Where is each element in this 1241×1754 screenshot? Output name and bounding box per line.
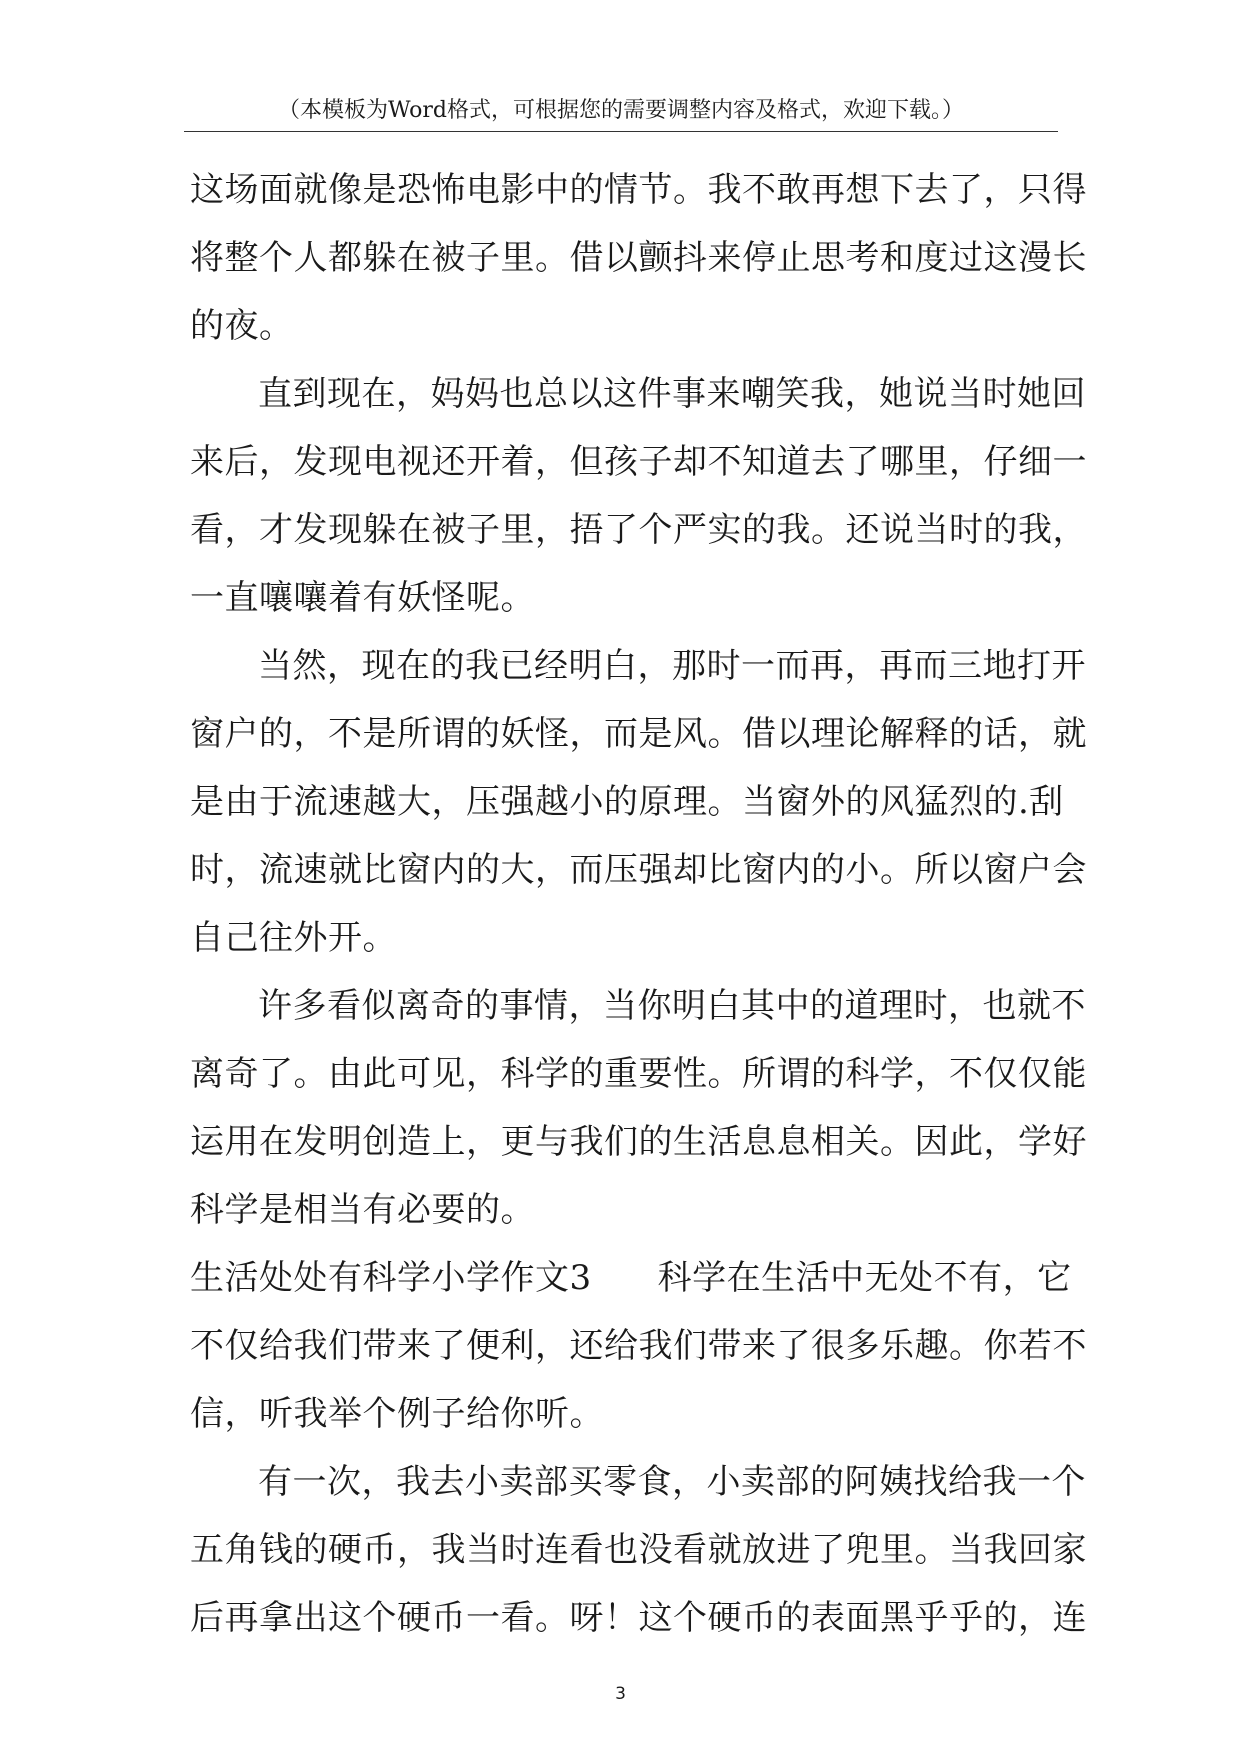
paragraph-line: 是由于流速越大，压强越小的原理。当窗外的风猛烈的.刮	[190, 782, 1064, 822]
paragraph-line: 一直嚷嚷着有妖怪呢。	[190, 578, 535, 618]
paragraph-line: 信，听我举个例子给你听。	[190, 1394, 604, 1434]
paragraph-line: 的夜。	[190, 306, 294, 346]
paragraph-line: 五角钱的硬币，我当时连看也没看就放进了兜里。当我回家	[190, 1530, 1087, 1570]
paragraph-line: 离奇了。由此可见，科学的重要性。所谓的科学，不仅仅能	[190, 1054, 1087, 1094]
paragraph-line: 这场面就像是恐怖电影中的情节。我不敢再想下去了，只得	[190, 170, 1087, 210]
section-title-line	[190, 1244, 1072, 1312]
paragraph-line: 科学在生活中无处不有，它	[657, 1258, 1072, 1298]
paragraph-line: 许多看似离奇的事情，当你明白其中的道理时，也就不	[258, 986, 1086, 1026]
paragraph-line: 科学是相当有必要的。	[190, 1190, 535, 1230]
paragraph-line: 看，才发现躲在被子里，捂了个严实的我。还说当时的我，	[190, 510, 1087, 550]
section-title: 生活处处有科学小学作文3	[190, 1258, 592, 1298]
paragraph-line: 当然，现在的我已经明白，那时一而再，再而三地打开	[258, 646, 1086, 686]
paragraph-line: 窗户的，不是所谓的妖怪，而是风。借以理论解释的话，就	[190, 714, 1087, 754]
paragraph-line: 后再拿出这个硬币一看。呀！这个硬币的表面黑乎乎的，连	[190, 1598, 1087, 1638]
paragraph-line: 不仅给我们带来了便利，还给我们带来了很多乐趣。你若不	[190, 1326, 1087, 1366]
paragraph-line: 时，流速就比窗内的大，而压强却比窗内的小。所以窗户会	[190, 850, 1087, 890]
paragraph-line: 将整个人都躲在被子里。借以颤抖来停止思考和度过这漫长	[190, 238, 1087, 278]
document-body	[190, 156, 1087, 1652]
header-note: （本模板为Word格式，可根据您的需要调整内容及格式，欢迎下载。）	[278, 98, 964, 123]
paragraph-line: 自己往外开。	[190, 918, 397, 958]
paragraph-line: 来后，发现电视还开着，但孩子却不知道去了哪里，仔细一	[190, 442, 1087, 482]
paragraph-line: 运用在发明创造上，更与我们的生活息息相关。因此，学好	[190, 1122, 1087, 1162]
paragraph-line: 直到现在，妈妈也总以这件事来嘲笑我，她说当时她回	[258, 374, 1086, 414]
paragraph-line: 有一次，我去小卖部买零食，小卖部的阿姨找给我一个	[258, 1462, 1086, 1502]
page-number: 3	[615, 1684, 626, 1704]
header-divider	[184, 131, 1058, 132]
